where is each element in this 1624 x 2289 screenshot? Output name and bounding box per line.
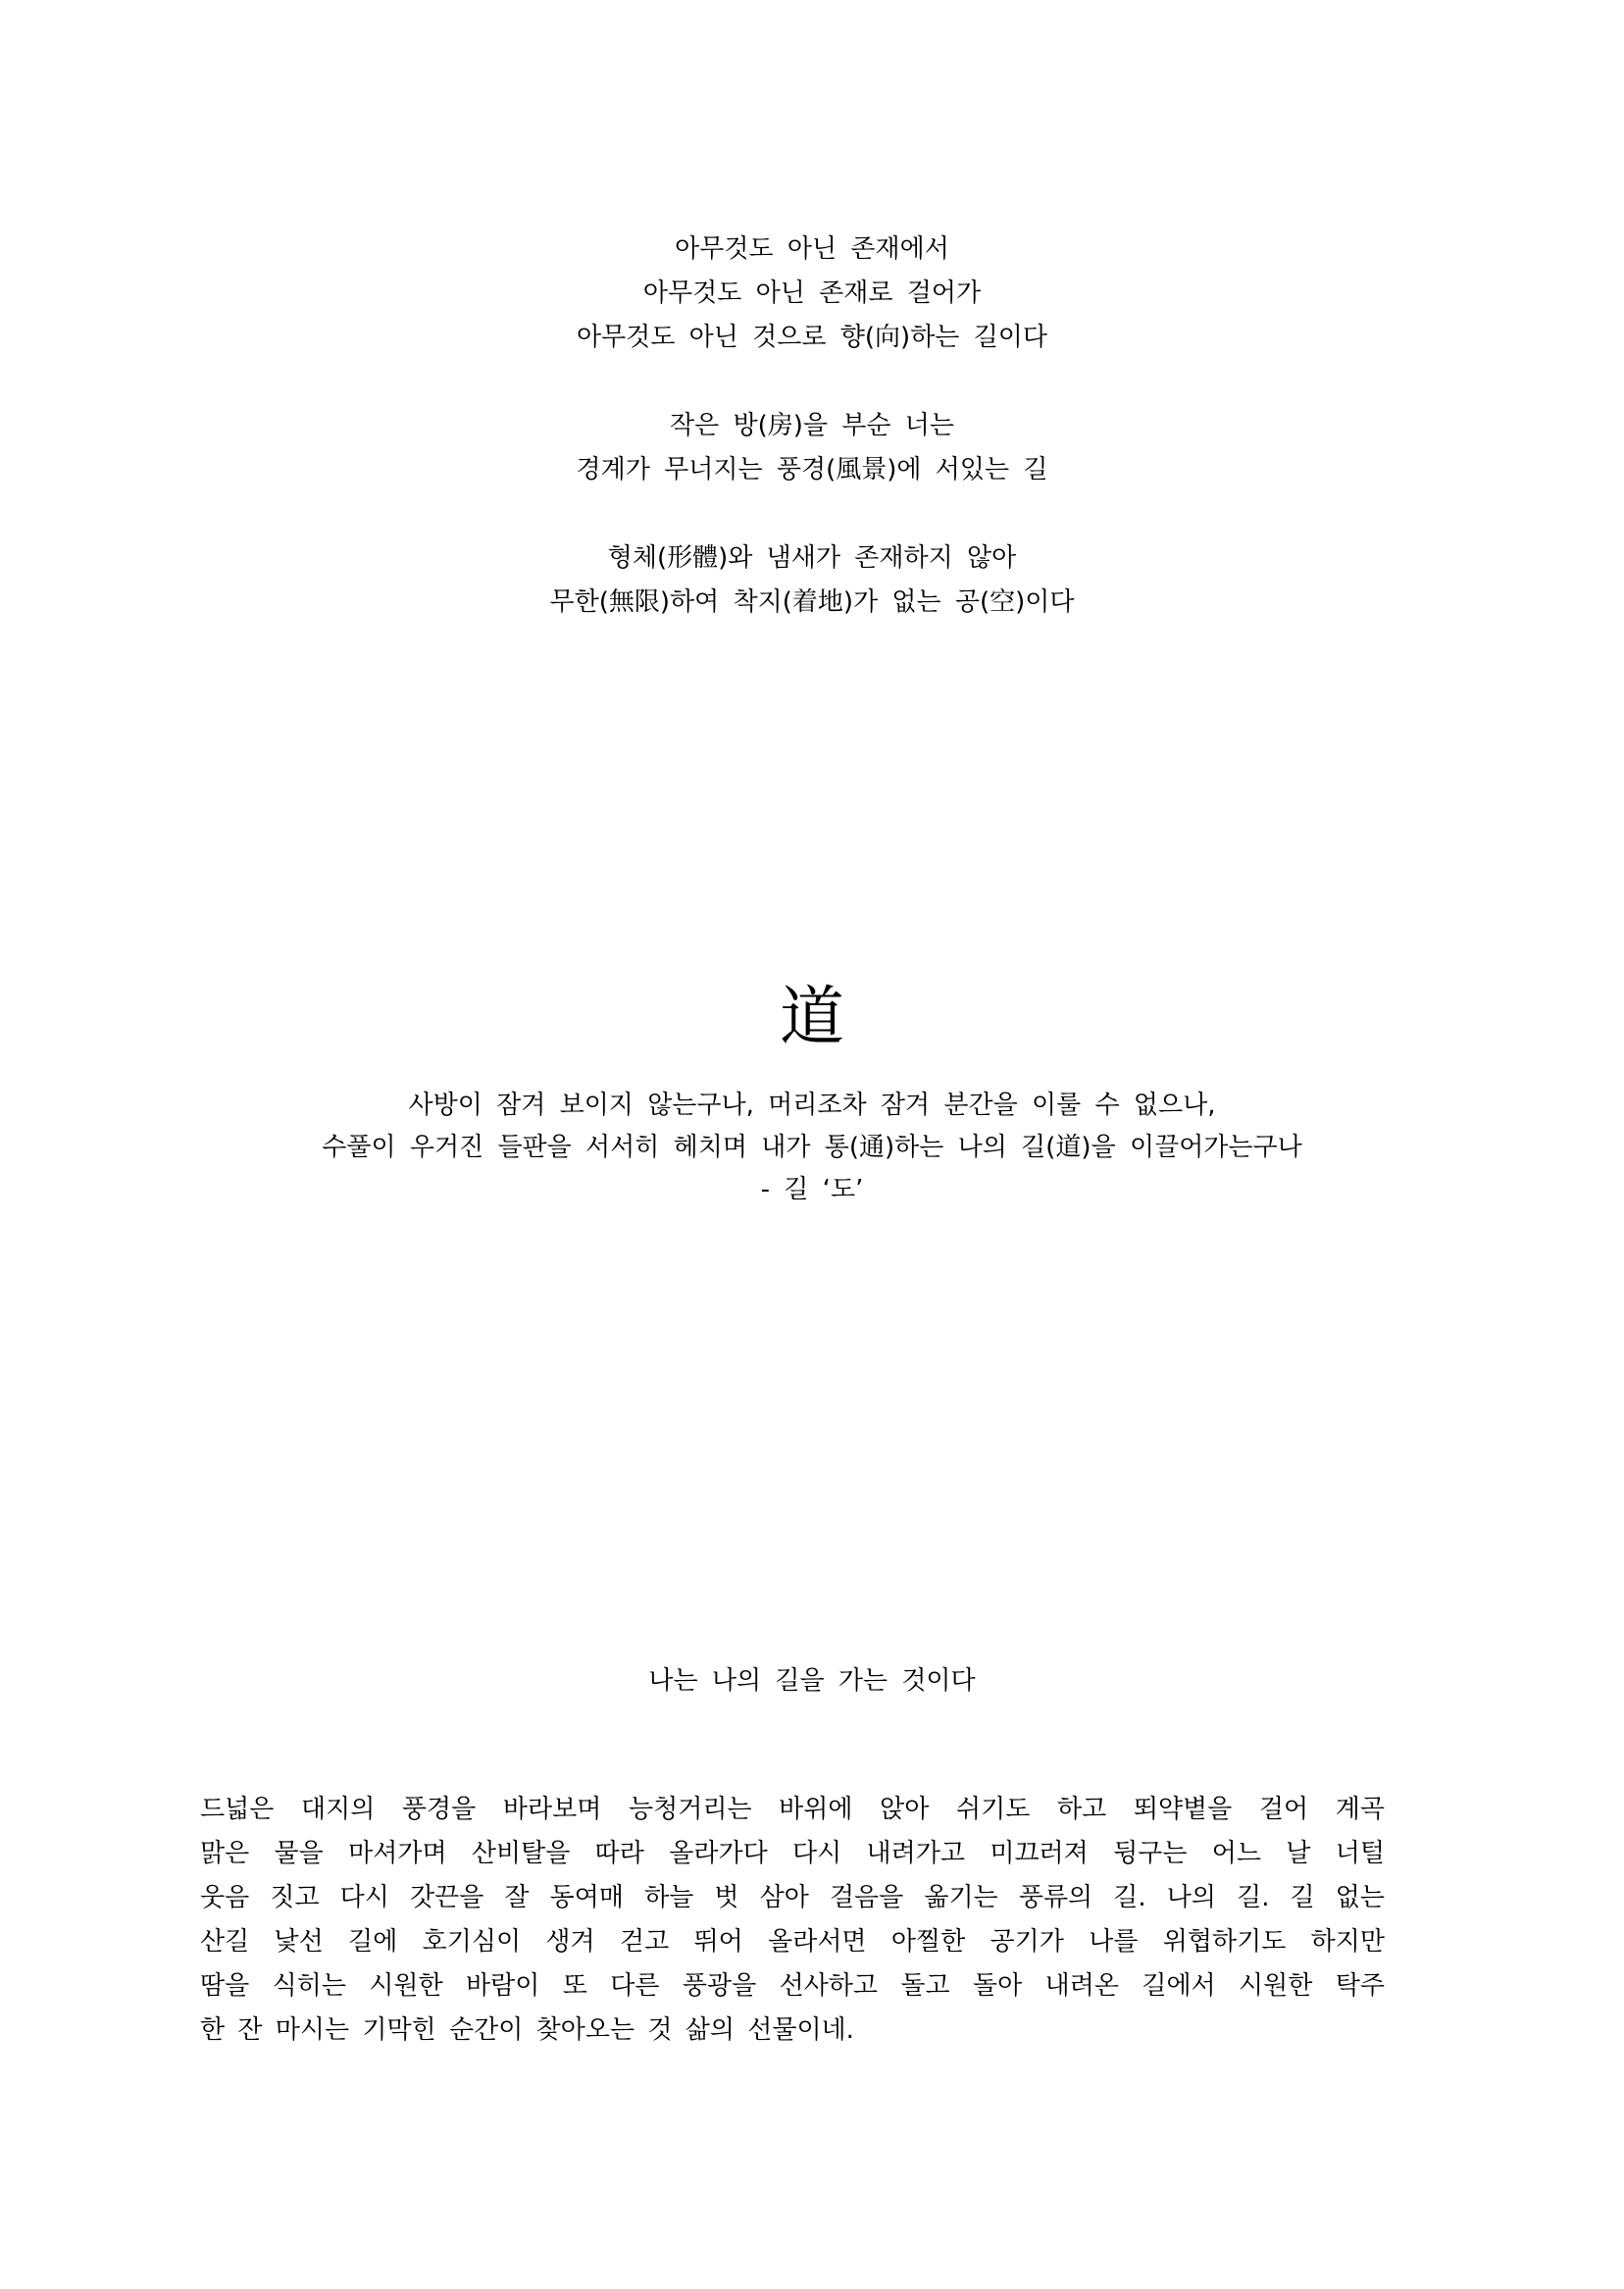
stanza-gap xyxy=(0,360,1624,404)
poem-line: 아무것도 아닌 존재로 걸어가 xyxy=(642,279,982,308)
poem-line: 무한(無限)하여 착지(着地)가 없는 공(空)이다 xyxy=(549,587,1075,617)
epigraph-line: 수풀이 우거진 들판을 서서히 헤치며 내가 통(通)하는 나의 길(道)을 이끌어가는구나 xyxy=(322,1133,1302,1162)
poem-stanza-1 xyxy=(0,228,1624,360)
section-heading: 나는 나의 길을 가는 것이다 xyxy=(648,1666,976,1696)
poem-line: 작은 방(房)을 부순 너는 xyxy=(669,411,954,440)
prose-line: 산길 낯선 길에 호기심이 생겨 걷고 뛰어 올라서면 아찔한 공기가 나를 위협하기도 하지만 xyxy=(200,1927,1385,1957)
prose-line: 한 잔 마시는 기막힌 순간이 찾아오는 것 삶의 선물이네. xyxy=(200,2015,854,2045)
poem xyxy=(0,228,1624,625)
poem-line: 형체(形體)와 냄새가 존재하지 않아 xyxy=(607,543,1017,573)
poem-stanza-2 xyxy=(0,404,1624,492)
epigraph-attribution: - 길 ‘도’ xyxy=(760,1175,864,1204)
prose-paragraph xyxy=(200,1788,1385,2053)
prose-line: 땀을 식히는 시원한 바람이 또 다른 풍광을 선사하고 돌고 돌아 내려온 길에서 시원한 탁주 xyxy=(200,1971,1385,2001)
poem-line: 아무것도 아닌 존재에서 xyxy=(675,234,949,264)
prose-line: 드넓은 대지의 풍경을 바라보며 능청거리는 바위에 앉아 쉬기도 하고 뙤약볕을 걸어 계곡 xyxy=(200,1795,1385,1824)
epigraph-line: 사방이 잠겨 보이지 않는구나, 머리조차 잠겨 분간을 이룰 수 없으나, xyxy=(408,1091,1216,1120)
poem-line: 아무것도 아닌 것으로 향(向)하는 길이다 xyxy=(576,323,1048,352)
prose-line: 웃음 짓고 다시 갓끈을 잘 동여매 하늘 벗 삼아 걸음을 옮기는 풍류의 길. 나의 길. 길 없는 xyxy=(200,1883,1385,1912)
poem-line: 경계가 무너지는 풍경(風景)에 서있는 길 xyxy=(576,455,1048,484)
title-character: 道 xyxy=(780,979,844,1054)
epigraph xyxy=(0,1085,1624,1211)
prose-line: 맑은 물을 마셔가며 산비탈을 따라 올라가다 다시 내려가고 미끄러져 뒹구는 어느 날 너털 xyxy=(200,1839,1385,1868)
stanza-gap xyxy=(0,492,1624,536)
poem-stanza-3 xyxy=(0,536,1624,625)
